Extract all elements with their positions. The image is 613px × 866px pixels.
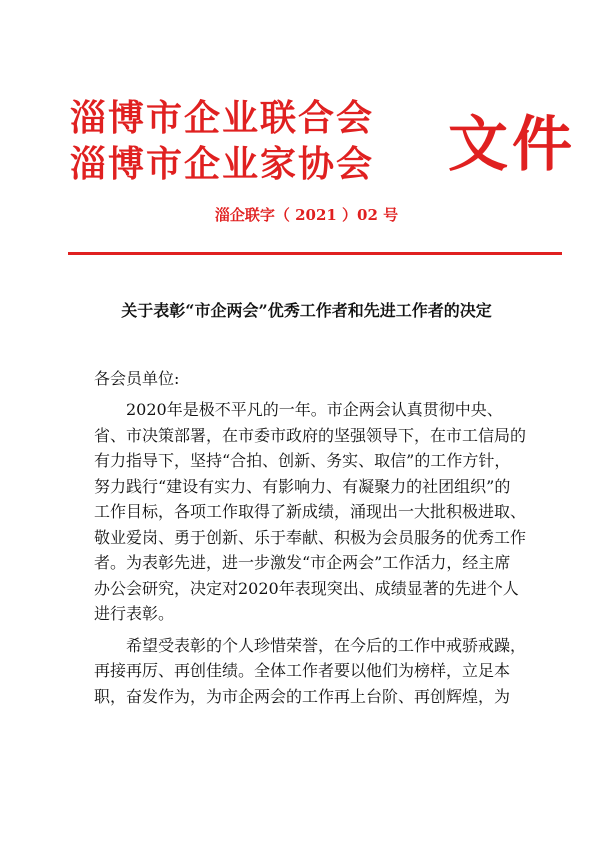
salutation: 各会员单位:	[94, 369, 180, 388]
document-label: 文件	[448, 110, 576, 180]
red-divider	[68, 252, 562, 255]
document-number: 淄企联字（ 2021 ）02 号	[214, 206, 399, 224]
document-body	[94, 366, 526, 715]
org-name-line-1: 淄博市企业联合会	[70, 97, 375, 139]
body-paragraph: 2020年是极不平凡的一年。市企两会认真贯彻中央、省、市决策部署，在市委市政府的坚强领导下，在市工信局的有力指导下，坚持“合拍、创新、务实、取信”的工作方针，努力践行“建设有实力、有影响力、有凝聚力的社团组织”的工作目标，各项工作取得了新成绩，涌现出一大批积极进取、敬业爱岗、勇于创新、乐于奉献、积极为会员服务的优秀工作者。为表彰先进，进一步激发“市企两会”工作活力，经主席办公会研究，决定对2020年表现突出、成绩显著的先进个人进行表彰。	[94, 400, 527, 623]
document-header	[70, 96, 576, 192]
issuing-organizations	[70, 96, 374, 188]
org-name-line-2: 淄博市企业家协会	[70, 143, 375, 185]
body-paragraph: 希望受表彰的个人珍惜荣誉，在今后的工作中戒骄戒躁，再接再厉、再创佳绩。全体工作者要以他们为榜样，立足本职，奋发作为，为市企两会的工作再上台阶、再创辉煌，为	[94, 635, 527, 706]
document-title: 关于表彰“市企两会”优秀工作者和先进工作者的决定	[121, 301, 492, 320]
